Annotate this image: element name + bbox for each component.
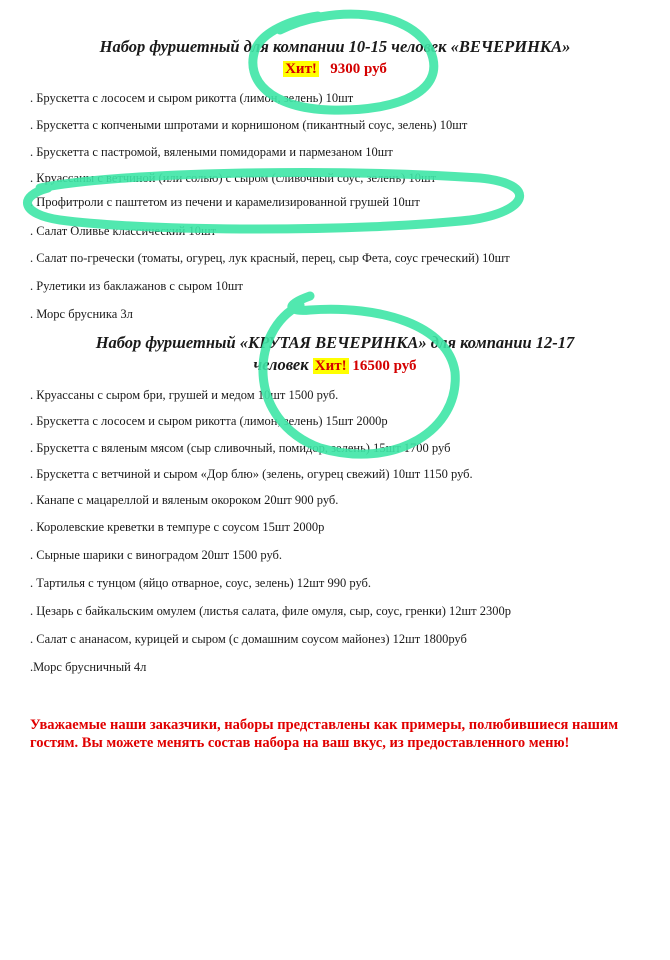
set2-item: . Сырные шарики с виноградом 20шт 1500 руб. (30, 548, 283, 562)
set2-item: . Королевские креветки в темпуре с соусом 15шт 2000р (30, 520, 325, 534)
set2-item: . Салат с ананасом, курицей и сыром (с домашним соусом майонез) 12шт 1800руб (30, 632, 467, 646)
set2-item: . Цезарь с байкальским омулем (листья салата, филе омуля, сыр, соус, гренки) 12шт 2300р (30, 604, 511, 618)
set2-title-text-2: человек (253, 355, 309, 374)
set2-item: .Морс брусничный 4л (30, 660, 147, 674)
set1-item: . Салат по-гречески (томаты, огурец, лук красный, перец, сыр Фета, соус греческий) 10шт (30, 251, 510, 265)
set1-item: . Брускетта с лососем и сыром рикотта (лимон, зелень) 10шт (30, 91, 354, 105)
set1-price-line (30, 58, 640, 80)
set1-item: . Брускетта с пастромой, вялеными помидорами и пармезаном 10шт (30, 145, 393, 159)
set2-hit-badge: Хит! (314, 358, 347, 374)
set2-item: . Канапе с мацареллой и вяленым окороком 20шт 900 руб. (30, 493, 339, 507)
customer-note: Уважаемые наши заказчики, наборы представлены как примеры, полюбившиеся нашим гостям. Вы можете менять состав набора на ваш вкус, из предоставленного меню! (30, 717, 619, 751)
set1-item: . Брускетта с копчеными шпротами и корнишоном (пикантный соус, зелень) 10шт (30, 118, 468, 132)
set1-hit-badge: Хит! (285, 61, 317, 77)
set2-item: . Тартилья с тунцом (яйцо отварное, соус, зелень) 12шт 990 руб. (30, 576, 372, 590)
set1-item: . Морс брусника 3л (30, 307, 133, 321)
set1-item: . Круассаны с ветчиной (или солью) с сыром (сливочный соус, зелень) 10шт (30, 171, 437, 185)
set1-item: . Салат Оливье классический 10шт (30, 224, 217, 238)
set2-item: . Круассаны с сыром бри, грушей и медом 10шт 1500 руб. (30, 388, 339, 402)
set2-price: 16500 руб (352, 358, 417, 374)
set2-item: . Брускетта с лососем и сыром рикотта (лимон, зелень) 15шт 2000р (30, 414, 388, 428)
set2-title-text: Набор фуршетный «КРУТАЯ ВЕЧЕРИНКА» для компании 12-17 (95, 333, 575, 352)
set1-title (30, 36, 640, 80)
set2-title (30, 332, 640, 377)
set2-item: . Брускетта с ветчиной и сыром «Дор блю» (зелень, огурец свежий) 10шт 1150 руб. (30, 467, 473, 481)
set1-price: 9300 руб (330, 61, 387, 77)
set1-item: . Рулетики из баклажанов с сыром 10шт (30, 279, 243, 293)
set1-item: . Профитроли с паштетом из печени и карамелизированной грушей 10шт (30, 195, 420, 209)
set1-title-text: Набор фуршетный для компании 10-15 человек «ВЕЧЕРИНКА» (99, 37, 571, 56)
set2-item: . Брускетта с вяленым мясом (сыр сливочный, помидор, зелень) 15шт 1700 руб (30, 441, 451, 455)
set2-price-line (313, 358, 417, 374)
